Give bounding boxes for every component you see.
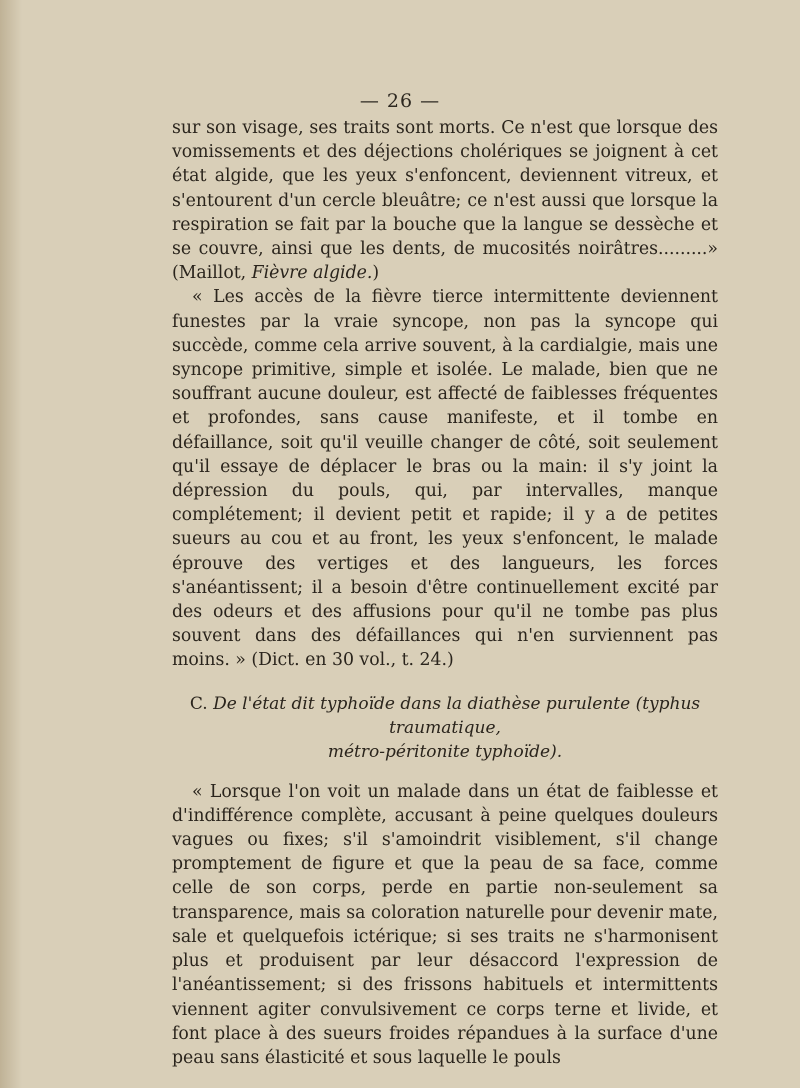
section-heading-line-1: De l'état dit typhoïde dans la diathèse purulente (typhus traumatique, (213, 693, 701, 738)
section-heading (172, 692, 718, 764)
citation-title: Fièvre algide. (251, 263, 373, 284)
paragraph-fievre-tierce: « Les accès de la fièvre tierce intermittente deviennent funestes par la vraie syncope, non pas la syncope qui succède, comme cela arrive souvent, à la cardialgie, mais une syncope primitive, simple et isolée. Le malade, bien que ne souffrant aucune douleur, est affecté de faiblesses fréquentes et profondes, sans cause manifeste, et il tombe en défaillance, soit qu'il veuille changer de côté, soit seulement qu'il essaye de déplacer le bras ou la main: il s'y joint la dépression du pouls, qui, par intervalles, manque complétement; il devient petit et rapide; il y a de petites sueurs au cou et au front, les yeux s'enfoncent, le malade éprouve des vertiges et des langueurs, les forces s'anéantissent; il a besoin d'être continuellement excité par des odeurs et des affusions pour qu'il ne tombe pas plus souvent dans des défaillances qui n'en surviennent pas moins. » (Dict. en 30 vol., t. 24.) (172, 287, 718, 671)
section-spacer (172, 764, 718, 780)
page-number: — 26 — (359, 90, 441, 112)
paragraph-maillot-quote (172, 116, 718, 285)
paragraph-1-text: sur son visage, ses traits sont morts. Ce n'est que lorsque des vomissements et des déjections cholériques se joignent à cet état algide, que les yeux s'enfoncent, deviennent vitreux, et s'entourent d'un cercle bleuâtre; ce n'est aussi que lorsque la respiration se fait par la bouche que la langue se dessèche et se couvre, ainsi que les dents, de mucosités noirâtres.........» (Maillot, (172, 118, 718, 284)
citation-close: ) (372, 263, 380, 284)
paragraph-etat-typhoide: « Lorsque l'on voit un malade dans un état de faiblesse et d'indifférence complète, accusant à peine quelques douleurs vagues ou fixes; s'il s'amoindrit visiblement, s'il change promptement de figure et que la peau de sa face, comme celle de son corps, perde en partie non-seulement sa transparence, mais sa coloration naturelle pour devenir mate, sale et quelquefois ictérique; si ses traits ne s'harmonisent plus et produisent par leur désaccord l'expression de l'anéantissement; si des frissons habituels et intermittents viennent agiter convulsivement ce corps terne et livide, et font place à des sueurs froides répandues à la surface d'une peau sans élasticité et sous laquelle le pouls (172, 781, 718, 1068)
section-spacer (172, 673, 718, 692)
page-text-block (172, 116, 718, 1070)
section-heading-line-2: métro-péritonite typhoïde). (327, 741, 563, 762)
section-heading-label: C. (189, 693, 214, 714)
page-binding-shadow (0, 0, 22, 1088)
